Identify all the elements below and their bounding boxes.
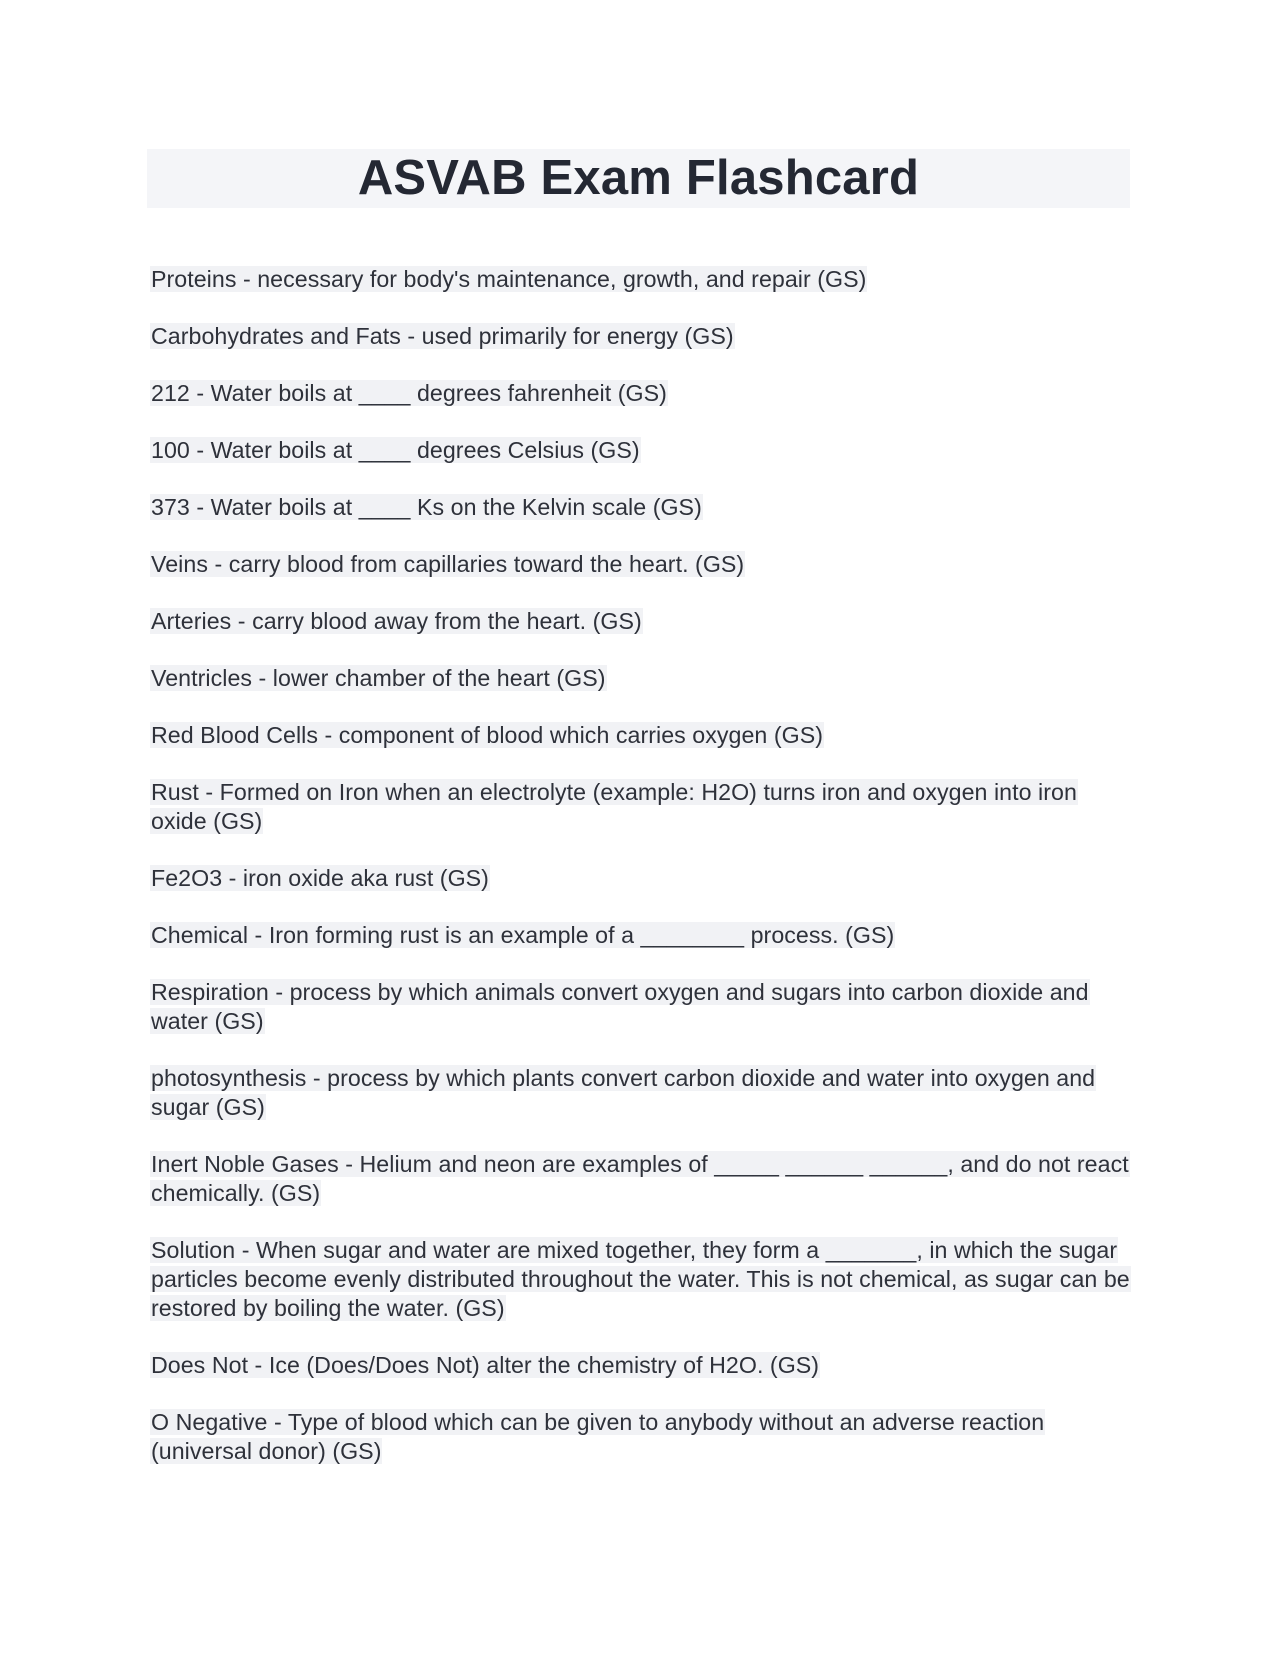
flashcard: Does Not - Ice (Does/Does Not) alter the chemistry of H2O. (GS) xyxy=(151,1352,820,1378)
flashcard-definition: carry blood from capillaries toward the heart. (GS) xyxy=(228,551,745,577)
flashcard: Rust - Formed on Iron when an electrolyte (example: H2O) turns iron and oxygen into iron oxide (GS) xyxy=(151,779,1077,834)
flashcard-term: O Negative xyxy=(151,1409,268,1435)
flashcard: Veins - carry blood from capillaries toward the heart. (GS) xyxy=(151,551,745,577)
flashcard-definition: Water boils at ____ degrees Celsius (GS) xyxy=(210,437,640,463)
flashcard: Solution - When sugar and water are mixed together, they form a _______, in which the sugar particles become evenly distributed throughout the water. This is not chemical, as sugar can be restored by boiling the water. (GS) xyxy=(151,1237,1130,1321)
flashcard: Carbohydrates and Fats - used primarily for energy (GS) xyxy=(151,323,734,349)
title-band xyxy=(147,149,1130,208)
flashcard-definition: Water boils at ____ degrees fahrenheit (GS) xyxy=(210,380,667,406)
flashcard: 373 - Water boils at ____ Ks on the Kelvin scale (GS) xyxy=(151,494,702,520)
flashcard: Fe2O3 - iron oxide aka rust (GS) xyxy=(151,865,489,891)
flashcard-term: 100 xyxy=(151,437,190,463)
flashcard-definition: carry blood away from the heart. (GS) xyxy=(252,608,642,634)
flashcard-definition: lower chamber of the heart (GS) xyxy=(272,665,606,691)
flashcard-term: Respiration xyxy=(151,979,269,1005)
flashcard: Red Blood Cells - component of blood which carries oxygen (GS) xyxy=(151,722,824,748)
flashcard-definition: Formed on Iron when an electrolyte (example: H2O) turns iron and oxygen into iron oxide (GS) xyxy=(151,779,1077,834)
flashcard: 100 - Water boils at ____ degrees Celsius (GS) xyxy=(151,437,640,463)
flashcard-definition: Type of blood which can be given to anybody without an adverse reaction (universal donor) (GS) xyxy=(151,1409,1045,1464)
flashcard: Proteins - necessary for body's maintenance, growth, and repair (GS) xyxy=(151,266,867,292)
document-title: ASVAB Exam Flashcard xyxy=(357,151,920,205)
flashcard-term: Red Blood Cells xyxy=(151,722,319,748)
flashcard-term: Veins xyxy=(151,551,208,577)
flashcard-definition: component of blood which carries oxygen (GS) xyxy=(338,722,824,748)
flashcard-term: 212 xyxy=(151,380,190,406)
flashcard-definition: Ice (Does/Does Not) alter the chemistry of H2O. (GS) xyxy=(268,1352,820,1378)
flashcard: O Negative - Type of blood which can be given to anybody without an adverse reaction (universal donor) (GS) xyxy=(151,1409,1045,1464)
flashcard-term: Ventricles xyxy=(151,665,253,691)
flashcard-term: Fe2O3 xyxy=(151,865,223,891)
flashcard-term: 373 xyxy=(151,494,190,520)
flashcard-definition: process by which animals convert oxygen and sugars into carbon dioxide and water (GS) xyxy=(151,979,1089,1034)
flashcard-definition: When sugar and water are mixed together, they form a _______, in which the sugar particles become evenly distributed throughout the water. This is not chemical, as sugar can be restored by boiling the water. (GS) xyxy=(151,1237,1130,1321)
flashcard-term: Inert Noble Gases xyxy=(151,1151,339,1177)
flashcard-term: photosynthesis xyxy=(151,1065,307,1091)
flashcard: Respiration - process by which animals convert oxygen and sugars into carbon dioxide and water (GS) xyxy=(151,979,1089,1034)
flashcard-definition: iron oxide aka rust (GS) xyxy=(242,865,489,891)
flashcard-definition: Water boils at ____ Ks on the Kelvin scale (GS) xyxy=(210,494,702,520)
flashcard: photosynthesis - process by which plants convert carbon dioxide and water into oxygen and sugar (GS) xyxy=(151,1065,1096,1120)
flashcard-term: Solution xyxy=(151,1237,236,1263)
flashcard-term: Does Not xyxy=(151,1352,249,1378)
flashcard-term: Carbohydrates and Fats xyxy=(151,323,401,349)
flashcard-definition: used primarily for energy (GS) xyxy=(421,323,734,349)
flashcard-definition: process by which plants convert carbon dioxide and water into oxygen and sugar (GS) xyxy=(151,1065,1096,1120)
flashcard-term: Chemical xyxy=(151,922,249,948)
flashcard-definition: necessary for body's maintenance, growth, and repair (GS) xyxy=(257,266,867,292)
flashcard-list xyxy=(150,265,1130,1494)
flashcard-term: Arteries xyxy=(151,608,232,634)
flashcard: Ventricles - lower chamber of the heart (GS) xyxy=(151,665,606,691)
flashcard-term: Rust xyxy=(151,779,199,805)
flashcard: Chemical - Iron forming rust is an example of a ________ process. (GS) xyxy=(151,922,895,948)
flashcard-definition: Helium and neon are examples of _____ ______ ______, and do not react chemically. (GS) xyxy=(151,1151,1129,1206)
flashcard: Inert Noble Gases - Helium and neon are examples of _____ ______ ______, and do not react chemically. (GS) xyxy=(151,1151,1129,1206)
flashcard: Arteries - carry blood away from the heart. (GS) xyxy=(151,608,642,634)
flashcard-definition: Iron forming rust is an example of a ________ process. (GS) xyxy=(268,922,895,948)
flashcard-term: Proteins xyxy=(151,266,237,292)
flashcard: 212 - Water boils at ____ degrees fahrenheit (GS) xyxy=(151,380,667,406)
